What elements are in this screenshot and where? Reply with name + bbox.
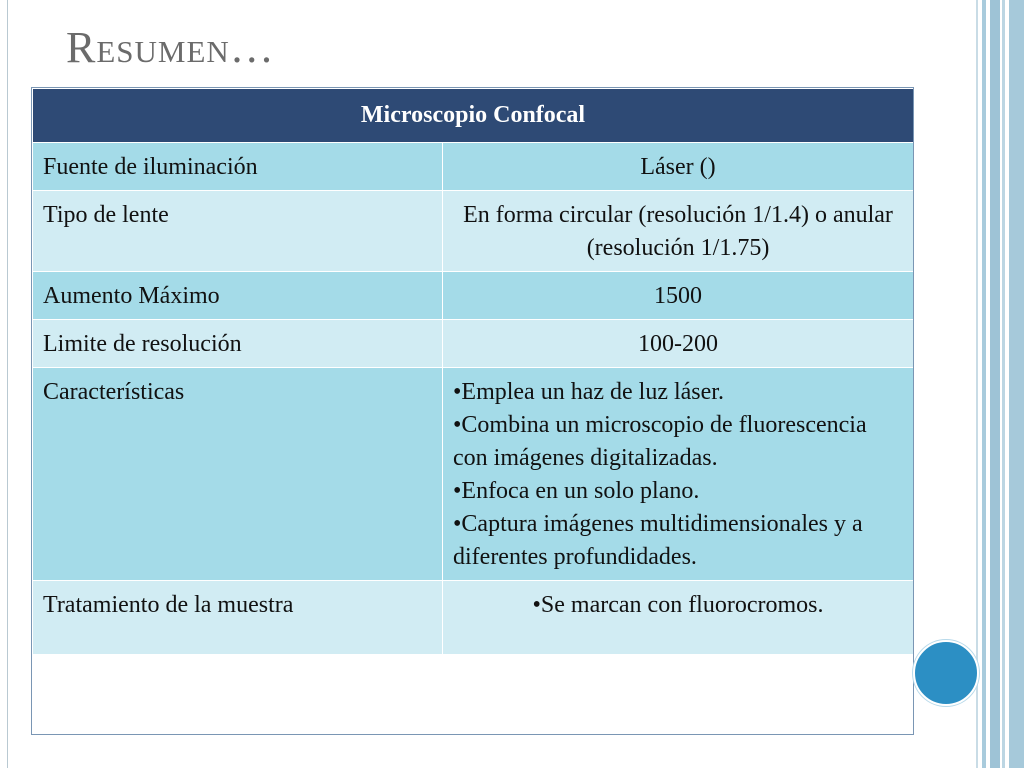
row-label: Aumento Máximo <box>33 272 443 320</box>
list-item: •Combina un microscopio de fluorescencia con imágenes digitalizadas. <box>453 412 867 471</box>
row-value <box>443 368 914 581</box>
slide-title: Resumen… <box>66 23 275 72</box>
row-value: 100-200 <box>443 320 914 368</box>
table-header: Microscopio Confocal <box>33 89 914 143</box>
list-item: •Se marcan con fluorocromos. <box>532 592 824 618</box>
row-value <box>443 581 914 655</box>
row-label: Tipo de lente <box>33 191 443 272</box>
row-value: En forma circular (resolución 1/1.4) o anular (resolución 1/1.75) <box>443 191 914 272</box>
right-decorative-stripes <box>976 0 1024 768</box>
list-item: •Enfoca en un solo plano. <box>453 478 700 504</box>
row-label: Características <box>33 368 443 581</box>
features-list <box>453 376 903 574</box>
table-row <box>33 581 914 655</box>
table-row <box>33 143 914 191</box>
row-label: Fuente de iluminación <box>33 143 443 191</box>
row-value: 1500 <box>443 272 914 320</box>
table-row <box>33 368 914 581</box>
row-label: Limite de resolución <box>33 320 443 368</box>
summary-table-container <box>32 88 913 655</box>
left-border-line <box>7 0 8 768</box>
row-label: Tratamiento de la muestra <box>33 581 443 655</box>
table-row <box>33 272 914 320</box>
list-item: •Emplea un haz de luz láser. <box>453 379 724 405</box>
treatment-list <box>453 589 903 622</box>
decorative-circle <box>913 640 979 706</box>
summary-table <box>32 88 914 655</box>
row-value: Láser () <box>443 143 914 191</box>
table-row <box>33 191 914 272</box>
list-item: •Captura imágenes multidimensionales y a diferentes profundidades. <box>453 511 863 570</box>
table-row <box>33 320 914 368</box>
